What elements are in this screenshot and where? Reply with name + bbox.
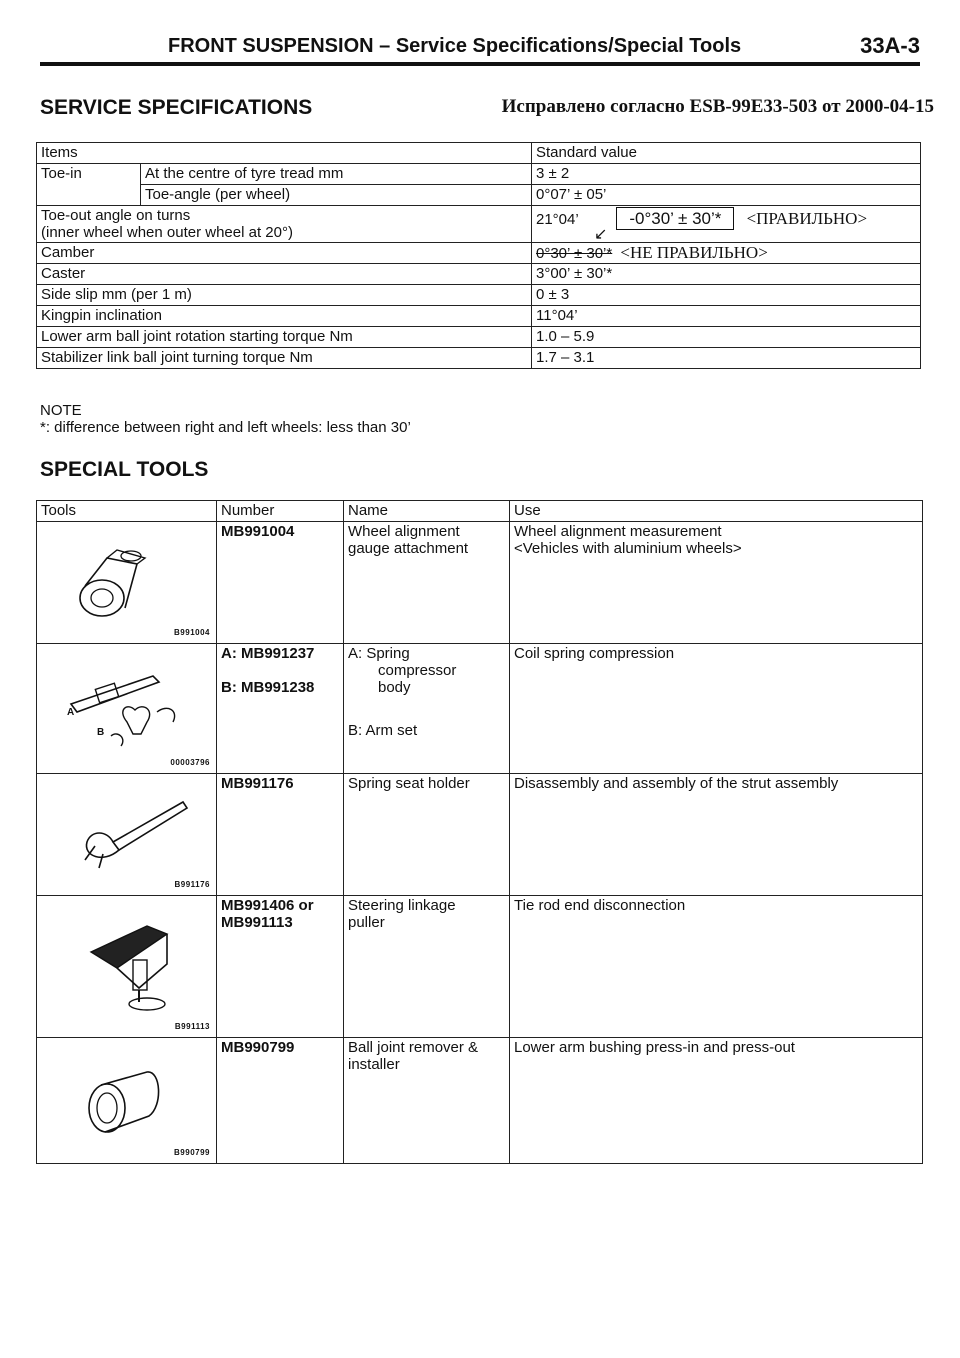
tool-number-cell	[217, 1038, 344, 1164]
table-row	[37, 206, 921, 243]
note-title: NOTE	[40, 402, 82, 419]
note-text: *: difference between right and left wheels: less than 30’	[40, 419, 411, 436]
spacer	[221, 662, 339, 679]
tool-number-cell	[217, 774, 344, 896]
col-tools-header: Tools	[37, 501, 217, 522]
toe-out-value-cell	[532, 206, 921, 243]
camber-old-value: 0°30’ ± 30’*	[536, 245, 613, 262]
col-value-header: Standard value	[532, 143, 921, 164]
tool-use: Lower arm bushing press-in and press-out	[510, 1038, 923, 1164]
tool-image-cell	[37, 522, 217, 644]
steering-linkage-puller-icon	[77, 912, 197, 1022]
tool-name-b: B: Arm set	[348, 722, 418, 739]
table-row	[37, 285, 921, 306]
table-row	[37, 143, 921, 164]
camber-label: Camber	[37, 243, 532, 264]
toe-angle-value: 0°07’ ± 05’	[532, 185, 921, 206]
stabilizer-value: 1.7 – 3.1	[532, 348, 921, 369]
page-header	[40, 30, 920, 66]
tool-name-cell	[344, 644, 510, 774]
col-use-header: Use	[510, 501, 923, 522]
tool-use: Coil spring compression	[510, 644, 923, 774]
table-row	[37, 327, 921, 348]
tool-name-a2: compressor	[378, 662, 457, 679]
table-row	[37, 774, 923, 896]
correction-note: Исправлено согласно ESB-99E33-503 от 2000-04-15	[501, 96, 934, 117]
tool-name: Ball joint remover &	[348, 1039, 479, 1056]
toe-in-centre-value: 3 ± 2	[532, 164, 921, 185]
tool-use: Tie rod end disconnection	[510, 896, 923, 1038]
tool-code: 00003796	[170, 758, 210, 767]
tool-image-cell	[37, 644, 217, 774]
tool-name: Spring seat holder	[344, 774, 510, 896]
col-items-header: Items	[37, 143, 532, 164]
special-tools-heading: SPECIAL TOOLS	[40, 458, 209, 481]
stabilizer-label: Stabilizer link ball joint turning torque Nm	[37, 348, 532, 369]
service-specifications-heading: SERVICE SPECIFICATIONS	[40, 96, 313, 119]
correct-word: <ПРАВИЛЬНО>	[746, 209, 868, 228]
toe-out-label-line2: (inner wheel when outer wheel at 20°)	[41, 224, 293, 241]
tool-name-cell	[344, 896, 510, 1038]
toe-out-value: 21°04’	[536, 211, 579, 228]
table-row	[37, 522, 923, 644]
page-number: 33A-3	[860, 33, 920, 58]
service-specifications-table	[36, 142, 921, 369]
spring-compressor-icon	[57, 662, 197, 762]
table-row	[37, 243, 921, 264]
correction-arrow-icon: ↙	[594, 226, 608, 243]
table-row	[37, 1038, 923, 1164]
kingpin-label: Kingpin inclination	[37, 306, 532, 327]
table-row	[37, 164, 921, 185]
tool-number: MB991176	[221, 775, 294, 792]
tool-name-a3: body	[378, 679, 411, 696]
tool-code: B990799	[174, 1148, 210, 1157]
table-row	[37, 264, 921, 285]
tool-number-cell	[217, 522, 344, 644]
incorrect-word: <НЕ ПРАВИЛЬНО>	[620, 243, 768, 262]
tool-use-note: <Vehicles with aluminium wheels>	[514, 540, 742, 557]
page-title: FRONT SUSPENSION – Service Specifications/Special Tools	[168, 35, 742, 57]
table-row	[37, 348, 921, 369]
caster-label: Caster	[37, 264, 532, 285]
label-b: B	[97, 727, 105, 738]
col-number-header: Number	[217, 501, 344, 522]
lower-arm-value: 1.0 – 5.9	[532, 327, 921, 348]
tool-number-alt: MB991113	[221, 914, 293, 931]
gauge-attachment-icon	[67, 536, 177, 626]
tool-number-cell	[217, 644, 344, 774]
table-row	[37, 501, 923, 522]
side-slip-label: Side slip mm (per 1 m)	[37, 285, 532, 306]
caster-value: 3°00’ ± 30’*	[532, 264, 921, 285]
tool-use: Disassembly and assembly of the strut assembly	[510, 774, 923, 896]
label-a: A	[67, 707, 75, 718]
tool-number: MB991004	[221, 523, 295, 540]
toe-out-label-line1: Toe-out angle on turns	[41, 207, 191, 224]
col-name-header: Name	[344, 501, 510, 522]
camber-value-cell	[532, 243, 921, 264]
toe-in-label: Toe-in	[37, 164, 141, 206]
tool-name: Steering linkage	[348, 897, 456, 914]
tool-code: B991113	[174, 1022, 210, 1031]
tool-name-2: installer	[348, 1056, 400, 1073]
lower-arm-label: Lower arm ball joint rotation starting torque Nm	[37, 327, 532, 348]
tool-use-cell	[510, 522, 923, 644]
tool-number-b: B: MB991238	[221, 679, 315, 696]
table-row	[37, 306, 921, 327]
tool-use: Wheel alignment measurement	[514, 523, 722, 540]
tool-number-a: A: MB991237	[221, 645, 315, 662]
tool-name-2: puller	[348, 914, 385, 931]
toe-in-centre-label: At the centre of tyre tread mm	[141, 164, 532, 185]
ball-joint-remover-icon	[77, 1056, 187, 1156]
tool-code: B991176	[174, 880, 210, 889]
tool-name-cell	[344, 1038, 510, 1164]
tool-number-cell	[217, 896, 344, 1038]
table-row	[37, 896, 923, 1038]
tool-name-a1: A: Spring	[348, 645, 410, 662]
tool-image-cell	[37, 1038, 217, 1164]
kingpin-value: 11°04’	[532, 306, 921, 327]
table-row	[37, 185, 921, 206]
tool-code: B991004	[174, 628, 210, 637]
toe-out-label	[37, 206, 532, 243]
tool-image-cell	[37, 896, 217, 1038]
spring-seat-holder-icon	[73, 790, 193, 880]
table-row	[37, 644, 923, 774]
side-slip-value: 0 ± 3	[532, 285, 921, 306]
tool-image-cell	[37, 774, 217, 896]
toe-angle-label: Toe-angle (per wheel)	[141, 185, 532, 206]
camber-correct-value: -0°30’ ± 30’*	[616, 207, 734, 230]
tool-number: MB991406 or	[221, 897, 314, 914]
special-tools-table	[36, 500, 923, 1164]
note	[40, 402, 411, 436]
header-rule	[40, 62, 920, 66]
spacer	[348, 696, 505, 722]
tool-number: MB990799	[221, 1039, 295, 1056]
tool-name: Wheel alignment gauge attachment	[344, 522, 510, 644]
